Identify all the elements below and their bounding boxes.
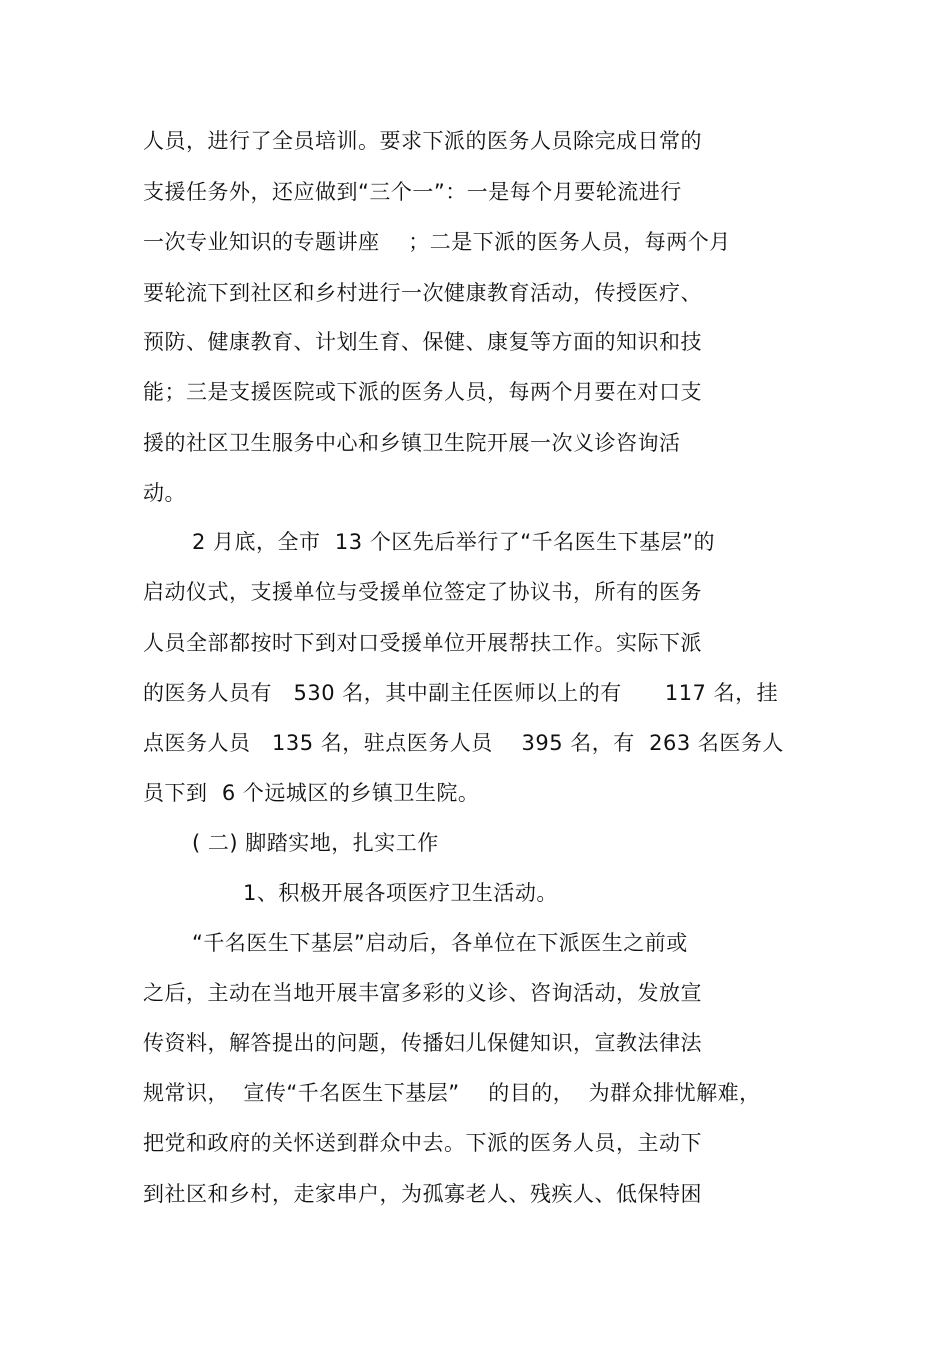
text-line-10: 启动仪式，支援单位与受援单位签定了协议书，所有的医务: [143, 580, 702, 604]
text-line-14: 员下到 6 个远城区的乡镇卫生院。: [143, 781, 480, 805]
text-line-22: 到社区和乡村，走家串户，为孤寡老人、残疾人、低保特困: [143, 1182, 702, 1206]
text-line-12: 的医务人员有 530 名，其中副主任医师以上的有 117 名，挂: [143, 681, 779, 705]
text-line-9: 2 月底，全市 13 个区先后举行了“千名医生下基层”的: [192, 530, 716, 554]
text-line-1: 人员，进行了全员培训。要求下派的医务人员除完成日常的: [143, 129, 702, 153]
text-line-17: “千名医生下基层”启动后，各单位在下派医生之前或: [192, 931, 688, 955]
text-line-19: 传资料，解答提出的问题，传播妇儿保健知识，宣教法律法: [143, 1031, 702, 1055]
text-line-5: 预防、健康教育、计划生育、保健、康复等方面的知识和技: [143, 330, 702, 354]
text-line-4: 要轮流下到社区和乡村进行一次健康教育活动，传授医疗、: [143, 281, 702, 305]
text-line-8: 动。: [143, 481, 186, 505]
text-line-11: 人员全部都按时下到对口受援单位开展帮扶工作。实际下派: [143, 631, 702, 655]
text-line-13: 点医务人员 135 名，驻点医务人员 395 名，有 263 名医务人: [143, 731, 784, 755]
text-line-18: 之后，主动在当地开展丰富多彩的义诊、咨询活动，发放宣: [143, 981, 702, 1005]
text-line-7: 援的社区卫生服务中心和乡镇卫生院开展一次义诊咨询活: [143, 431, 681, 455]
text-line-20: 规常识， 宣传“千名医生下基层” 的目的， 为群众排忧解难，: [143, 1081, 761, 1105]
text-line-21: 把党和政府的关怀送到群众中去。下派的医务人员，主动下: [143, 1131, 702, 1155]
text-line-3: 一次专业知识的专题讲座 ；二是下派的医务人员，每两个月: [143, 230, 731, 254]
subsection-heading: 1、积极开展各项医疗卫生活动。: [243, 881, 558, 905]
text-line-2: 支援任务外，还应做到“三个一”：一是每个月要轮流进行: [143, 180, 682, 204]
section-heading: ( 二) 脚踏实地，扎实工作: [192, 831, 439, 855]
text-line-6: 能；三是支援医院或下派的医务人员，每两个月要在对口支: [143, 380, 702, 404]
